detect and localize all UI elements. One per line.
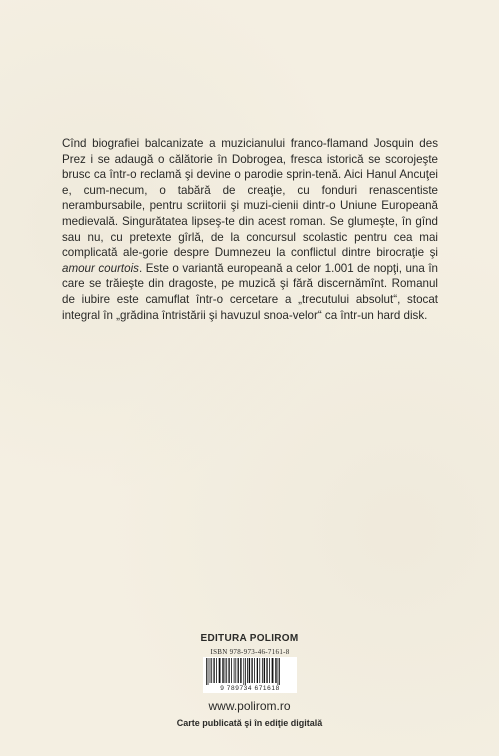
barcode-bar <box>259 658 260 683</box>
barcode-bar <box>278 658 279 685</box>
barcode-bar <box>272 658 274 683</box>
barcode-bar <box>247 658 248 683</box>
barcode-bar <box>208 658 209 685</box>
publisher-name: EDITURA POLIROM <box>200 633 299 644</box>
isbn-label: ISBN 978-973-46-7161-8 <box>210 648 290 656</box>
barcode-bar <box>249 658 250 683</box>
barcode-bar <box>257 658 258 683</box>
barcode <box>203 657 297 685</box>
barcode-bar <box>266 658 267 683</box>
barcode-bar <box>240 658 241 683</box>
barcode-bar <box>228 658 229 683</box>
barcode-bar <box>231 658 232 683</box>
blurb-text <box>62 136 438 323</box>
barcode-bar <box>251 658 252 683</box>
barcode-bar <box>222 658 223 683</box>
barcode-bar <box>211 658 212 683</box>
barcode-bar <box>238 658 239 683</box>
barcode-bar <box>269 658 270 683</box>
barcode-bar <box>210 658 211 683</box>
barcode-bar <box>275 658 276 683</box>
blurb-italic: amour courtois <box>62 261 139 275</box>
barcode-bar <box>262 658 263 683</box>
barcode-bar <box>226 658 227 683</box>
barcode-bar <box>219 658 221 683</box>
blurb-part-2: . Este o variantă europeană a celor 1.001 de nopţi, una în care se trăieşte din dragoste, pe muzică şi fără discernămînt. Romanul de iubire este camuflat într-o cercetare a „trecutului absolut“, stocat integral în „grădina întristării şi havuzul snoa-velor“ ca într-un hard disk. <box>62 261 438 322</box>
barcode-bar <box>264 658 265 683</box>
barcode-bar <box>225 658 226 683</box>
barcode-bar <box>279 658 280 685</box>
blurb-part-1: Cînd biografiei balcanizate a muzicianului franco-flamand Josquin des Prez i se adaugă o călătorie în Dobrogea, fresca istorică se scorojeşte brusc ca într-o reclamă şi devine o parodie sprin-tenă. Aici Hanul Ancuţei e, cum-necum, o tabără de creaţie, cu fonduri renascentiste nerambursabile, pentru scriitorii şi muzi-cienii dintr-o Uniune Europeană medievală. Singurătatea lipseş-te din acest roman. Se glumeşte, în gînd sau nu, cu pretexte gîrlă, de la concursul scolastic pentru cea mai complicată ale-gorie despre Dumnezeu la conflictul dintre birocraţie şi <box>62 137 438 260</box>
barcode-digits: 9 789734 671618 <box>203 685 297 693</box>
barcode-bar <box>213 658 214 683</box>
barcode-bar <box>243 658 244 685</box>
barcode-bar <box>235 658 236 683</box>
barcode-bar <box>234 658 235 683</box>
barcode-bars <box>203 657 297 685</box>
barcode-bar <box>245 658 246 685</box>
barcode-bar <box>254 658 255 683</box>
website-link[interactable]: www.polirom.ro <box>208 699 291 713</box>
barcode-bar <box>206 658 207 685</box>
edition-note: Carte publicată şi în ediţie digitală <box>176 718 323 728</box>
barcode-bar <box>216 658 217 683</box>
